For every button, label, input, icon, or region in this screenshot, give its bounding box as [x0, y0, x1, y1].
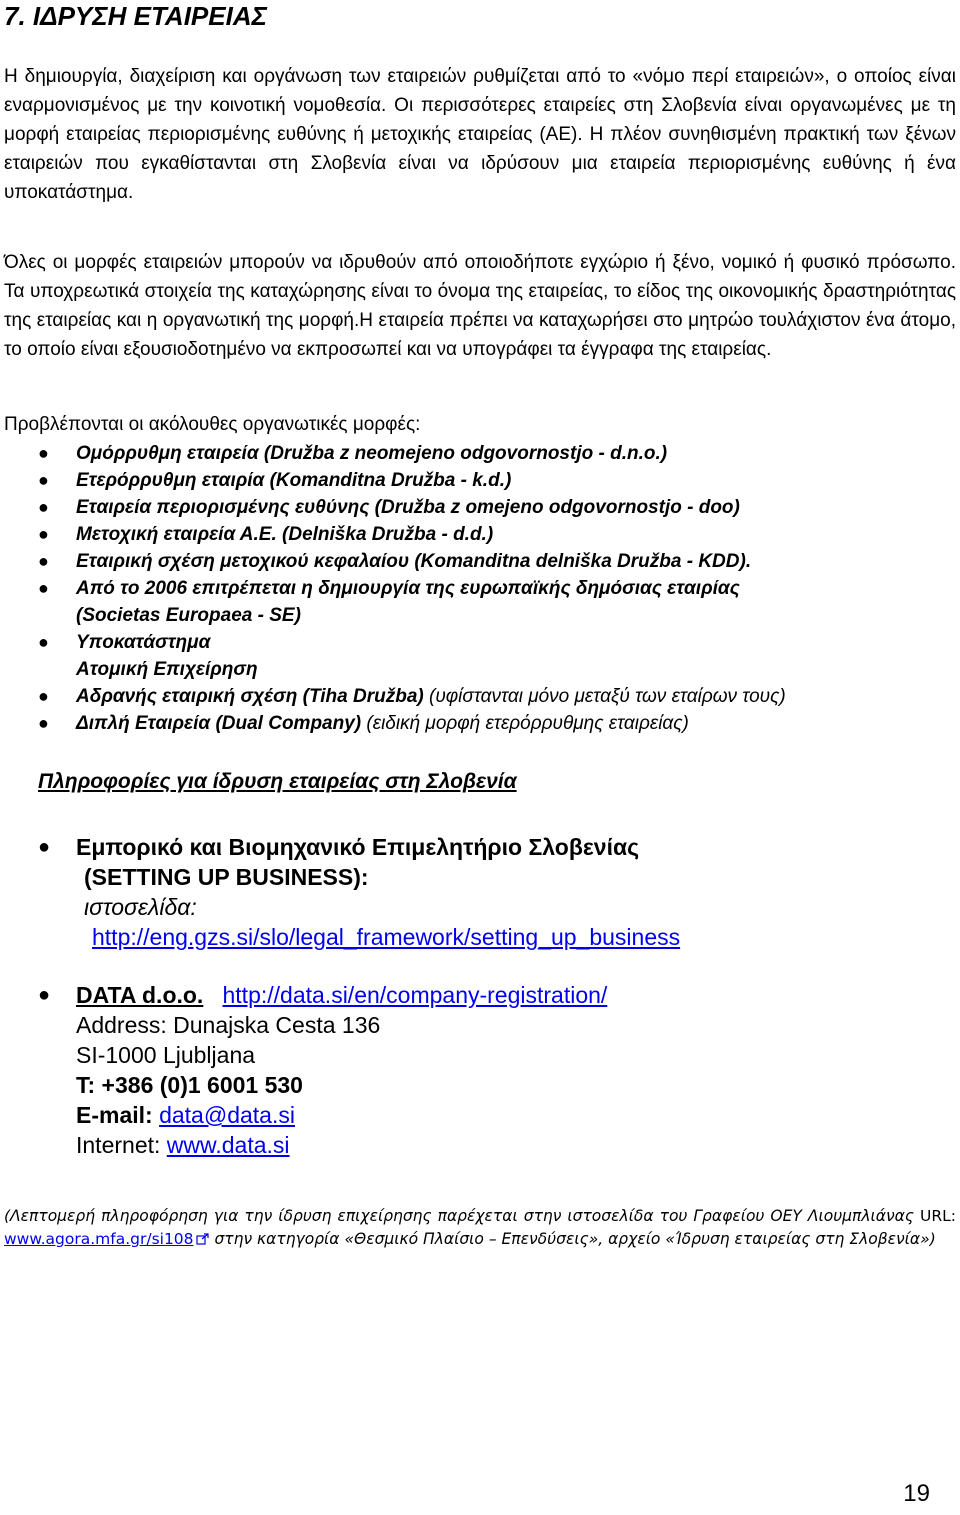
company-forms-list — [4, 440, 944, 737]
list-item: ● Ομόρρυθμη εταιρεία (Družba z neomejeno odgovornostjo - d.n.o.) — [4, 440, 944, 467]
bullet-icon: ● — [38, 686, 49, 706]
bullet-icon: ● — [38, 497, 49, 517]
forms-intro: Προβλέπονται οι ακόλουθες οργανωτικές μορφές: — [4, 414, 421, 435]
data-company-name: DATA d.o.o. — [76, 982, 204, 1008]
bullet-icon: ● — [38, 984, 51, 1006]
external-link-icon — [196, 1233, 210, 1245]
list-item: ● Μετοχική εταιρεία Α.Ε. (Delniška Družba - d.d.) — [4, 521, 944, 548]
info-section-title: Πληροφορίες για ίδρυση εταιρείας στη Σλοβενία — [38, 770, 517, 793]
internet-label: Internet: — [76, 1132, 161, 1158]
list-item: ● Αδρανής εταιρική σχέση (Tiha Družba) (υφίστανται μόνο μεταξύ των εταίρων τους) — [4, 683, 944, 710]
internet-link[interactable]: www.data.si — [166, 1132, 290, 1158]
list-item: ● Εταιρεία περιορισμένης ευθύνης (Družba z omejeno odgovornostjo - doo) — [4, 494, 944, 521]
phone-line: T: +386 (0)1 6001 530 — [76, 1072, 303, 1098]
intro-paragraph: Η δημιουργία, διαχείριση και οργάνωση των εταιρειών ρυθμίζεται από το «νόμο περί εταιρειών», ο οποίος είναι εναρμονισμένος με την κοινοτική νομοθεσία. Οι περισσότερες εταιρείες στη Σλοβενία είναι οργανωμένες με τη μορφή εταιρείας περιορισμένης ευθύνης ή μετοχικής εταιρείας (ΑΕ). Η πλέον συνηθισμένη πρακτική των ξένων εταιρειών που εγκαθίστανται στη Σλοβενία είναι να ιδρύσουν μια εταιρεία περιορισμένης ευθύνης ή ένα υποκατάστημα. — [4, 66, 956, 203]
data-company-block — [4, 980, 944, 1160]
list-item: ● Υποκατάστημα Ατομική Επιχείρηση — [4, 629, 944, 683]
registration-paragraph: Όλες οι μορφές εταιρειών μπορούν να ιδρυθούν από οποιοδήποτε εγχώριο ή ξένο, νομικό ή φυσικό πρόσωπο. Τα υποχρεωτικά στοιχεία της καταχώρησης είναι το όνομα της εταιρείας, το είδος της οικονομικής δραστηριότητας της εταιρείας και η οργανωτική της μορφή.Η εταιρεία πρέπει να καταχωρήσει στο μητρώο τουλάχιστον ένα άτομο, το οποίο είναι εξουσιοδοτημένο να εκπροσωπεί και να υπογράφει τα έγγραφα της εταιρείας. — [4, 252, 956, 360]
address-line: Address: Dunajska Cesta 136 — [76, 1012, 381, 1038]
chamber-name: Εμπορικό και Βιομηχανικό Επιμελητήριο Σλοβενίας — [76, 834, 640, 860]
bullet-icon: ● — [38, 524, 49, 544]
footnote: (Λεπτομερή πληροφόρηση για την ίδρυση επιχείρησης παρέχεται στην ιστοσελίδα του Γραφείου ΟΕΥ Λιουμπλιάνας URL: www.agora.mfa.gr/si108 στην κατηγορία «Θεσμικό Πλαίσιο – Επενδύσεις», αρχείο «Ίδρυση εταιρείας στη Σλοβενία») — [4, 1207, 956, 1248]
data-company-link[interactable]: http://data.si/en/company-registration/ — [222, 982, 608, 1008]
email-link[interactable]: data@data.si — [159, 1102, 295, 1128]
chamber-subtitle: (SETTING UP BUSINESS): — [84, 864, 369, 890]
website-label: ιστοσελίδα: — [84, 894, 197, 920]
url-label: URL: — [920, 1207, 956, 1225]
list-item: ● Ετερόρρυθμη εταιρία (Komanditna Družba - k.d.) — [4, 467, 944, 494]
list-item: ● Από το 2006 επιτρέπεται η δημιουργία της ευρωπαϊκής δημόσιας εταιρίας (Societas Europaea - SE) — [4, 575, 944, 629]
city-line: SI-1000 Ljubljana — [76, 1042, 256, 1068]
bullet-icon: ● — [38, 443, 49, 463]
bullet-icon: ● — [38, 836, 51, 858]
list-item: ● Διπλή Εταιρεία (Dual Company) (ειδική μορφή ετερόρρυθμης εταιρείας) — [4, 710, 944, 737]
bullet-icon: ● — [38, 551, 49, 571]
agora-link[interactable]: www.agora.mfa.gr/si108 — [4, 1230, 194, 1248]
chamber-website-link[interactable]: http://eng.gzs.si/slo/legal_framework/setting_up_business — [92, 924, 681, 950]
section-heading: 7. ΙΔΡΥΣΗ ΕΤΑΙΡΕΙΑΣ — [4, 1, 267, 31]
bullet-icon: ● — [38, 578, 49, 598]
page-number: 19 — [903, 1480, 930, 1507]
bullet-icon: ● — [38, 632, 49, 652]
list-item: ● Εταιρική σχέση μετοχικού κεφαλαίου (Komanditna delniška Družba - KDD). — [4, 548, 944, 575]
bullet-icon: ● — [38, 713, 49, 733]
email-label: E-mail: — [76, 1102, 153, 1128]
chamber-block — [4, 832, 944, 952]
bullet-icon: ● — [38, 470, 49, 490]
